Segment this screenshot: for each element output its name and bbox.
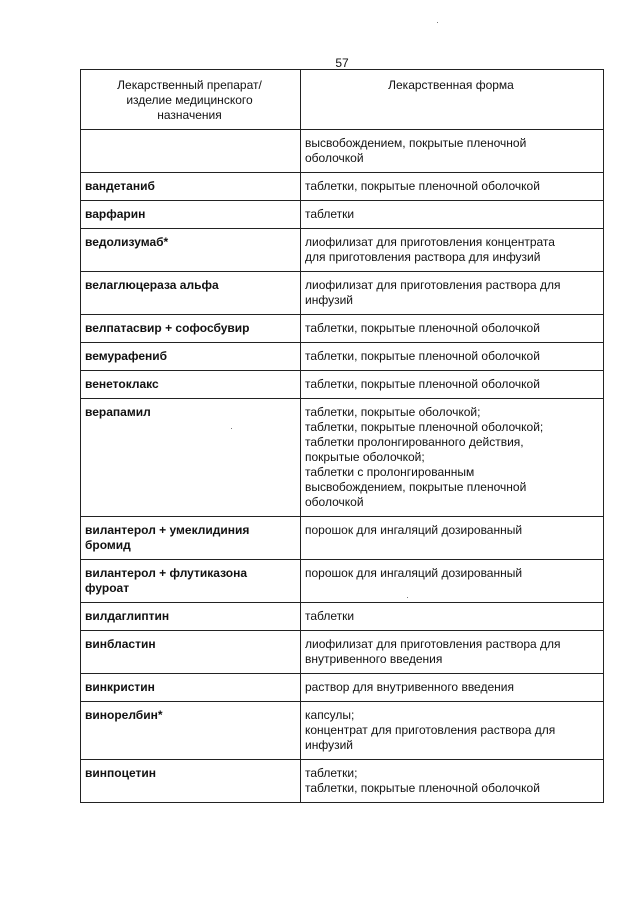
dosage-form-cell: таблетки; таблетки, покрытые пленочной оболочкой [301,760,604,803]
table-row [81,560,604,603]
scan-speck [437,22,438,23]
drug-name-cell: вилантерол + флутиказона фуроат [81,560,301,603]
table-row [81,631,604,674]
table-row [81,399,604,517]
drug-name-cell: верапамил [81,399,301,517]
table-row [81,371,604,399]
dosage-form-cell: раствор для внутривенного введения [301,674,604,702]
drug-name-cell: вилантерол + умеклидиния бромид [81,517,301,560]
table-row [81,674,604,702]
table-row [81,517,604,560]
scan-speck [231,428,232,429]
table-row [81,603,604,631]
dosage-form-cell: таблетки, покрытые оболочкой; таблетки, покрытые пленочной оболочкой; таблетки пролонгированного действия, покрытые оболочкой; таблетки с пролонгированным высвобождением, покрытые пленочной оболочкой [301,399,604,517]
dosage-form-cell: лиофилизат для приготовления концентрата для приготовления раствора для инфузий [301,229,604,272]
drug-name-cell: винорелбин* [81,702,301,760]
table-row [81,130,604,173]
table-row [81,760,604,803]
dosage-form-cell: таблетки, покрытые пленочной оболочкой [301,343,604,371]
dosage-form-cell: таблетки, покрытые пленочной оболочкой [301,315,604,343]
dosage-form-cell: лиофилизат для приготовления раствора для инфузий [301,272,604,315]
drug-name-cell: велаглюцераза альфа [81,272,301,315]
dosage-form-cell: высвобождением, покрытые пленочной оболочкой [301,130,604,173]
dosage-form-cell: таблетки [301,201,604,229]
drug-forms-table [80,69,604,803]
drug-name-cell: вилдаглиптин [81,603,301,631]
table-row [81,315,604,343]
drug-name-cell: венетоклакс [81,371,301,399]
drug-name-cell: вемурафениб [81,343,301,371]
dosage-form-cell: лиофилизат для приготовления раствора для внутривенного введения [301,631,604,674]
drug-name-cell: ведолизумаб* [81,229,301,272]
dosage-form-cell: порошок для ингаляций дозированный [301,560,604,603]
drug-name-cell: велпатасвир + софосбувир [81,315,301,343]
table-row [81,272,604,315]
table-row [81,343,604,371]
table-row [81,173,604,201]
dosage-form-cell: порошок для ингаляций дозированный [301,517,604,560]
dosage-form-cell: капсулы; концентрат для приготовления раствора для инфузий [301,702,604,760]
drug-name-cell: варфарин [81,201,301,229]
dosage-form-cell: таблетки, покрытые пленочной оболочкой [301,371,604,399]
dosage-form-cell: таблетки, покрытые пленочной оболочкой [301,173,604,201]
column-header-form: Лекарственная форма [301,70,604,130]
table-row [81,229,604,272]
drug-name-cell: вандетаниб [81,173,301,201]
table-row [81,201,604,229]
drug-name-cell: винбластин [81,631,301,674]
scan-speck [407,597,408,598]
dosage-form-cell: таблетки [301,603,604,631]
column-header-drug: Лекарственный препарат/ изделие медицинского назначения [81,70,301,130]
page-number: 57 [335,56,349,70]
drug-name-cell: винпоцетин [81,760,301,803]
drug-name-cell: винкристин [81,674,301,702]
table-row [81,702,604,760]
drug-name-cell [81,130,301,173]
table-header-row [81,70,604,130]
